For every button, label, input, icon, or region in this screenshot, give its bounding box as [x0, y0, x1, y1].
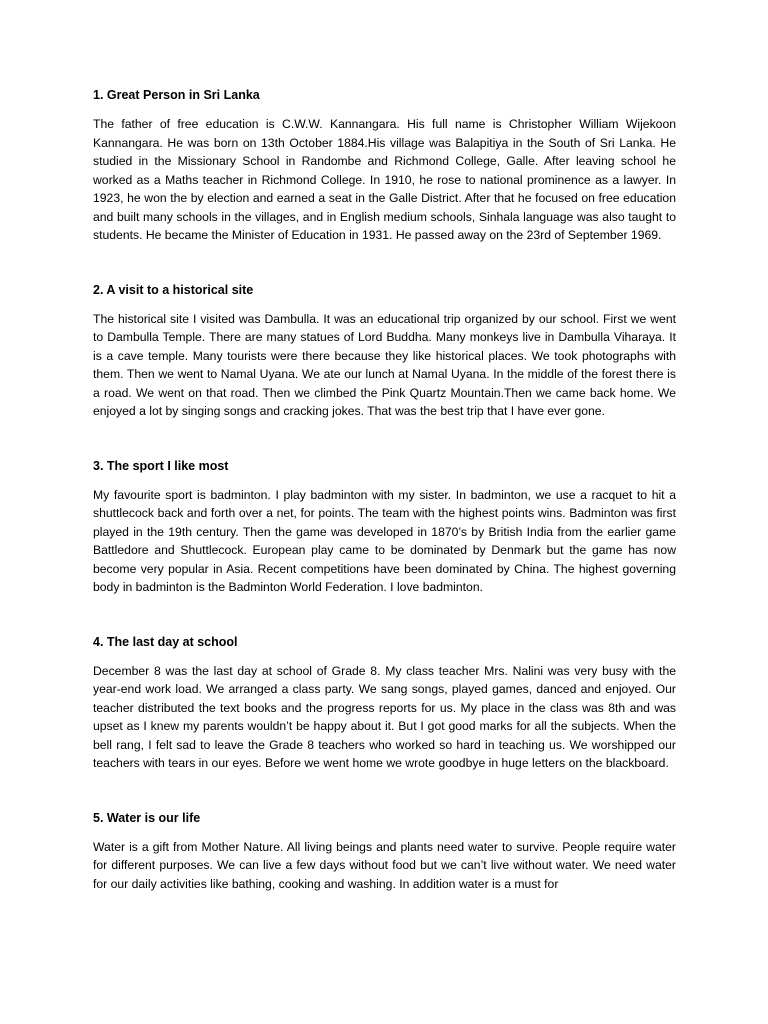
- section-paragraph: December 8 was the last day at school of Grade 8. My class teacher Mrs. Nalini was very busy with the year-end work load. We arranged a class party. We sang songs, played games, danced and enjoyed. Our teacher distributed the text books and the progress reports for us. My place in the class was 8th and was upset as I knew my parents wouldn’t be happy about it. But I got good marks for all the subjects. When the bell rang, I felt sad to leave the Grade 8 teachers who worked so hard in teaching us. We worshipped our teachers with tears in our eyes. Before we went home we wrote goodbye in huge letters on the blackboard.: [93, 663, 676, 770]
- section-last-day: [93, 633, 676, 773]
- section-sport: [93, 457, 676, 597]
- document-page: [93, 86, 676, 929]
- section-historical-site: [93, 281, 676, 421]
- section-great-person: [93, 86, 676, 245]
- section-heading: 4. The last day at school: [93, 634, 238, 649]
- section-heading: 2. A visit to a historical site: [93, 282, 254, 297]
- section-heading: 1. Great Person in Sri Lanka: [93, 88, 260, 102]
- section-paragraph: The father of free education is C.W.W. Kannangara. His full name is Christopher William Wijekoon Kannangara. He was born on 13th October 1884.His village was Balapitiya in the South of Sri Lanka. He studied in the Missionary School in Randombe and Richmond College, Galle. After leaving school he worked as a Maths teacher in Richmond College. In 1910, he rose to national prominence as a lawyer. In 1923, he won the by election and earned a seat in the Galle District. After that he focused on free education and built many schools in the villages, and in English medium schools, Sinhala language was also taught to students. He became the Minister of Education in 1931. He passed away on the 23rd of September 1969.: [93, 117, 676, 242]
- section-heading: 3. The sport I like most: [93, 458, 229, 473]
- section-paragraph: My favourite sport is badminton. I play badminton with my sister. In badminton, we use a racquet to hit a shuttlecock back and forth over a net, for points. The team with the highest points wins. Badminton was first played in the 19th century. Then the game was developed in 1870’s by British India from the earlier game Battledore and Shuttlecock. European play came to be dominated by Denmark but the game has now become very popular in Asia. Recent competitions have been dominated by China. The highest governing body in badminton is the Badminton World Federation. I love badminton.: [93, 487, 676, 594]
- section-heading: 5. Water is our life: [93, 810, 201, 825]
- section-water: [93, 809, 676, 894]
- section-paragraph: Water is a gift from Mother Nature. All living beings and plants need water to survive. People require water for different purposes. We can live a few days without food but we can’t live without water. We need water for our daily activities like bathing, cooking and washing. In addition water is a must for: [93, 839, 676, 891]
- section-paragraph: The historical site I visited was Dambulla. It was an educational trip organized by our school. First we went to Dambulla Temple. There are many statues of Lord Buddha. Many monkeys live in Dambulla Viharaya. It is a cave temple. Many tourists were there because they like historical places. We took photographs with them. Then we went to Namal Uyana. We ate our lunch at Namal Uyana. In the middle of the forest there is a road. We went on that road. Then we climbed the Pink Quartz Mountain.Then we came back home. We enjoyed a lot by singing songs and cracking jokes. That was the best trip that I have ever gone.: [93, 311, 676, 418]
